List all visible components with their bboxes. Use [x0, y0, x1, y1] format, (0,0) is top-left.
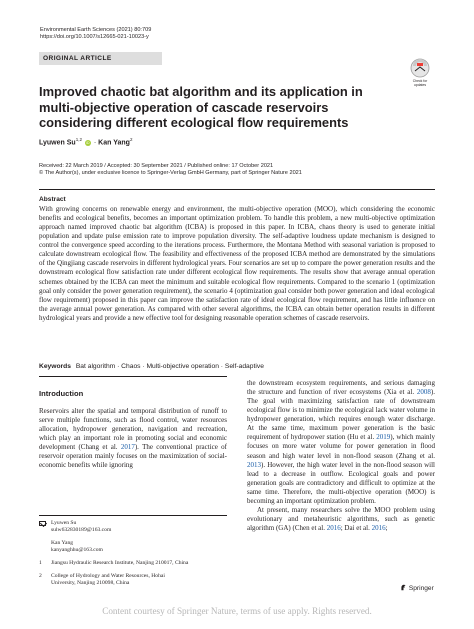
crossmark-icon	[405, 57, 435, 81]
body-paragraph: At present, many researchers solve the MOO problem using evolutionary and metaheuristic algorithms, such as genetic algorithm (GA) (Chen et al. 2016; Dai et al. 2016;	[247, 505, 435, 532]
corresponding-author-2	[39, 540, 103, 554]
received-accepted-published: Received: 22 March 2019 / Accepted: 30 September 2021 / Published online: 17 October 2021	[39, 163, 274, 169]
publication-history	[39, 163, 302, 178]
body-column-left	[39, 407, 227, 470]
footnote-author-name: Lyuwen Su	[51, 520, 77, 526]
introduction-heading: Introduction	[39, 389, 84, 398]
check-for-updates-badge[interactable]	[405, 57, 435, 87]
article-title: Improved chaotic bat algorithm and its application in multi-objective operation of cascade reservoirs considering different ecological flow requirements	[39, 84, 363, 131]
corresponding-author-1	[39, 520, 111, 534]
body-paragraph: Reservoirs alter the spatial and temporal distribution of runoff to serve multiple functions, such as flood control, water resources allocation, hydropower generation, navigation and recreation, which play an important role in promoting social and economic development (Chang et al. 2017). The conventional practice of reservoir operation mainly focuses on the maximization of social-economic benefits while ignoring	[39, 407, 227, 470]
citation-link[interactable]: 2016	[371, 524, 386, 532]
divider	[39, 376, 227, 377]
article-type-banner	[39, 52, 162, 65]
copyright-line: © The Author(s), under exclusive licence to Springer-Verlag GmbH Germany, part of Springer Nature 2021	[39, 170, 302, 177]
affiliation-mark: 1	[39, 560, 42, 566]
affiliation-text: University, Nanjing 210098, China	[51, 580, 130, 587]
affiliation-1	[39, 560, 188, 567]
journal-header	[40, 27, 151, 41]
citation-link[interactable]: 2008	[416, 388, 431, 397]
footnote-author-email[interactable]: sulw632830189@163.com	[51, 527, 112, 534]
crossmark-label: Check for updates	[412, 79, 428, 87]
publisher-name: Springer	[408, 585, 434, 592]
journal-citation: Environmental Earth Sciences (2021) 80:709	[40, 27, 152, 33]
citation-link[interactable]: 2019	[376, 433, 391, 442]
journal-doi[interactable]: https://doi.org/10.1007/s12665-021-10023-y	[40, 34, 149, 41]
publisher-logo	[400, 584, 434, 592]
article-type-label: ORIGINAL ARTICLE	[43, 55, 112, 62]
footnote-author-email[interactable]: kanyanghhu@163.com	[51, 547, 103, 554]
author-affiliation-mark: 2	[129, 137, 133, 142]
affiliation-text: College of Hydrology and Water Resources, Hohai	[51, 573, 165, 579]
body-paragraph: the downstream ecosystem requirements, and serious damaging the structure and function of river ecosystems (Xia et al. 2008). The goal with maximizing satisfaction rate of downstream ecological flow is to minimize the ecological lack water volume in hydropower generation, which requires enough water discharge. At the same time, maximum power generation is the basic requirement of hydropower station (Hu et al. 2019), which mainly focuses on more water volume for power generation in flood season and high water level in non-flood season (Zhang et al. 2013). However, the high water level in the non-flood season will lead to a decrease in outflow. Ecological goals and power generation goals are contradictory and difficult to optimize at the same time. Therefore, the multi-objective operation (MOO) is becoming an important optimization problem.	[247, 379, 435, 505]
footnote-author-name: Kan Yang	[51, 540, 74, 546]
author-name[interactable]: Lyuwen Su	[39, 139, 76, 147]
citation-link[interactable]: 2016	[326, 524, 341, 532]
body-column-right	[247, 379, 435, 533]
author-separator: ·	[93, 139, 97, 147]
affiliation-text: Jiangsu Hydraulic Research Institute, Nanjing 210017, China	[51, 560, 189, 566]
footnote-divider	[39, 515, 227, 516]
divider	[39, 189, 435, 190]
author-list	[39, 137, 132, 146]
abstract-body: With growing concerns on renewable energy and environment, the multi-objective operation (MOO), which considering the economic benefits and ecological benefits, becomes an important optimization problem. To handle this problem, a new multi-objective optimization approach named improved chaotic bat algorithm (ICBA) is proposed in this paper. In ICBA, chaos theory is used to generate initial population and update pulse emission rate to improve population diversity. The self-adaptive loudness update mechanism is designed to control the convergence speed according to the iterations process. Furthermore, the Montana Method with seasonal variation is proposed to calculate downstream ecological flow. The feasibility and effectiveness of the proposed ICBA method are demonstrated by the simulations of the Qingjiang cascade reservoirs in different hydrological years. Four scenarios are set up to compare the power generation results and the downstream ecological flow satisfaction rate under different ecological flow requirements. The results show that average annual operation schemes obtained by the ICBA can meet the minimum and suitable ecological flow requirements. Compared to the scenario 1 (optimization goal only consider the power generation requirement), the scenario 4 (optimization goal consider both power generation and ideal ecological flow requirement) proposed in this paper can improve the satisfaction rate of ideal ecological flow requirement, and has little influence on the average annual power generation. As compared with other several algorithms, the ICBA can obtain better operation results in different hydrological years and provide a new effective tool for designing reasonable operation schemes of cascade reservoirs.	[39, 205, 435, 322]
abstract-heading: Abstract	[39, 196, 66, 203]
affiliation-mark: 2	[39, 573, 42, 579]
springer-horse-icon	[400, 584, 407, 591]
keywords-list: Bat algorithm · Chaos · Multi-objective operation · Self-adaptive	[75, 363, 264, 370]
courtesy-notice: Content courtesy of Springer Nature, terms of use apply. Rights reserved.	[102, 606, 372, 616]
orcid-icon[interactable]: iD	[86, 141, 90, 146]
author-name[interactable]: Kan Yang	[98, 139, 130, 147]
citation-link[interactable]: 2013	[247, 460, 261, 469]
envelope-icon	[39, 521, 46, 526]
keywords	[39, 363, 264, 370]
author-affiliation-mark: 1,2	[75, 137, 82, 142]
keywords-label: Keywords	[39, 363, 71, 370]
citation-link[interactable]: 2017	[120, 443, 135, 452]
affiliation-2	[39, 573, 165, 587]
